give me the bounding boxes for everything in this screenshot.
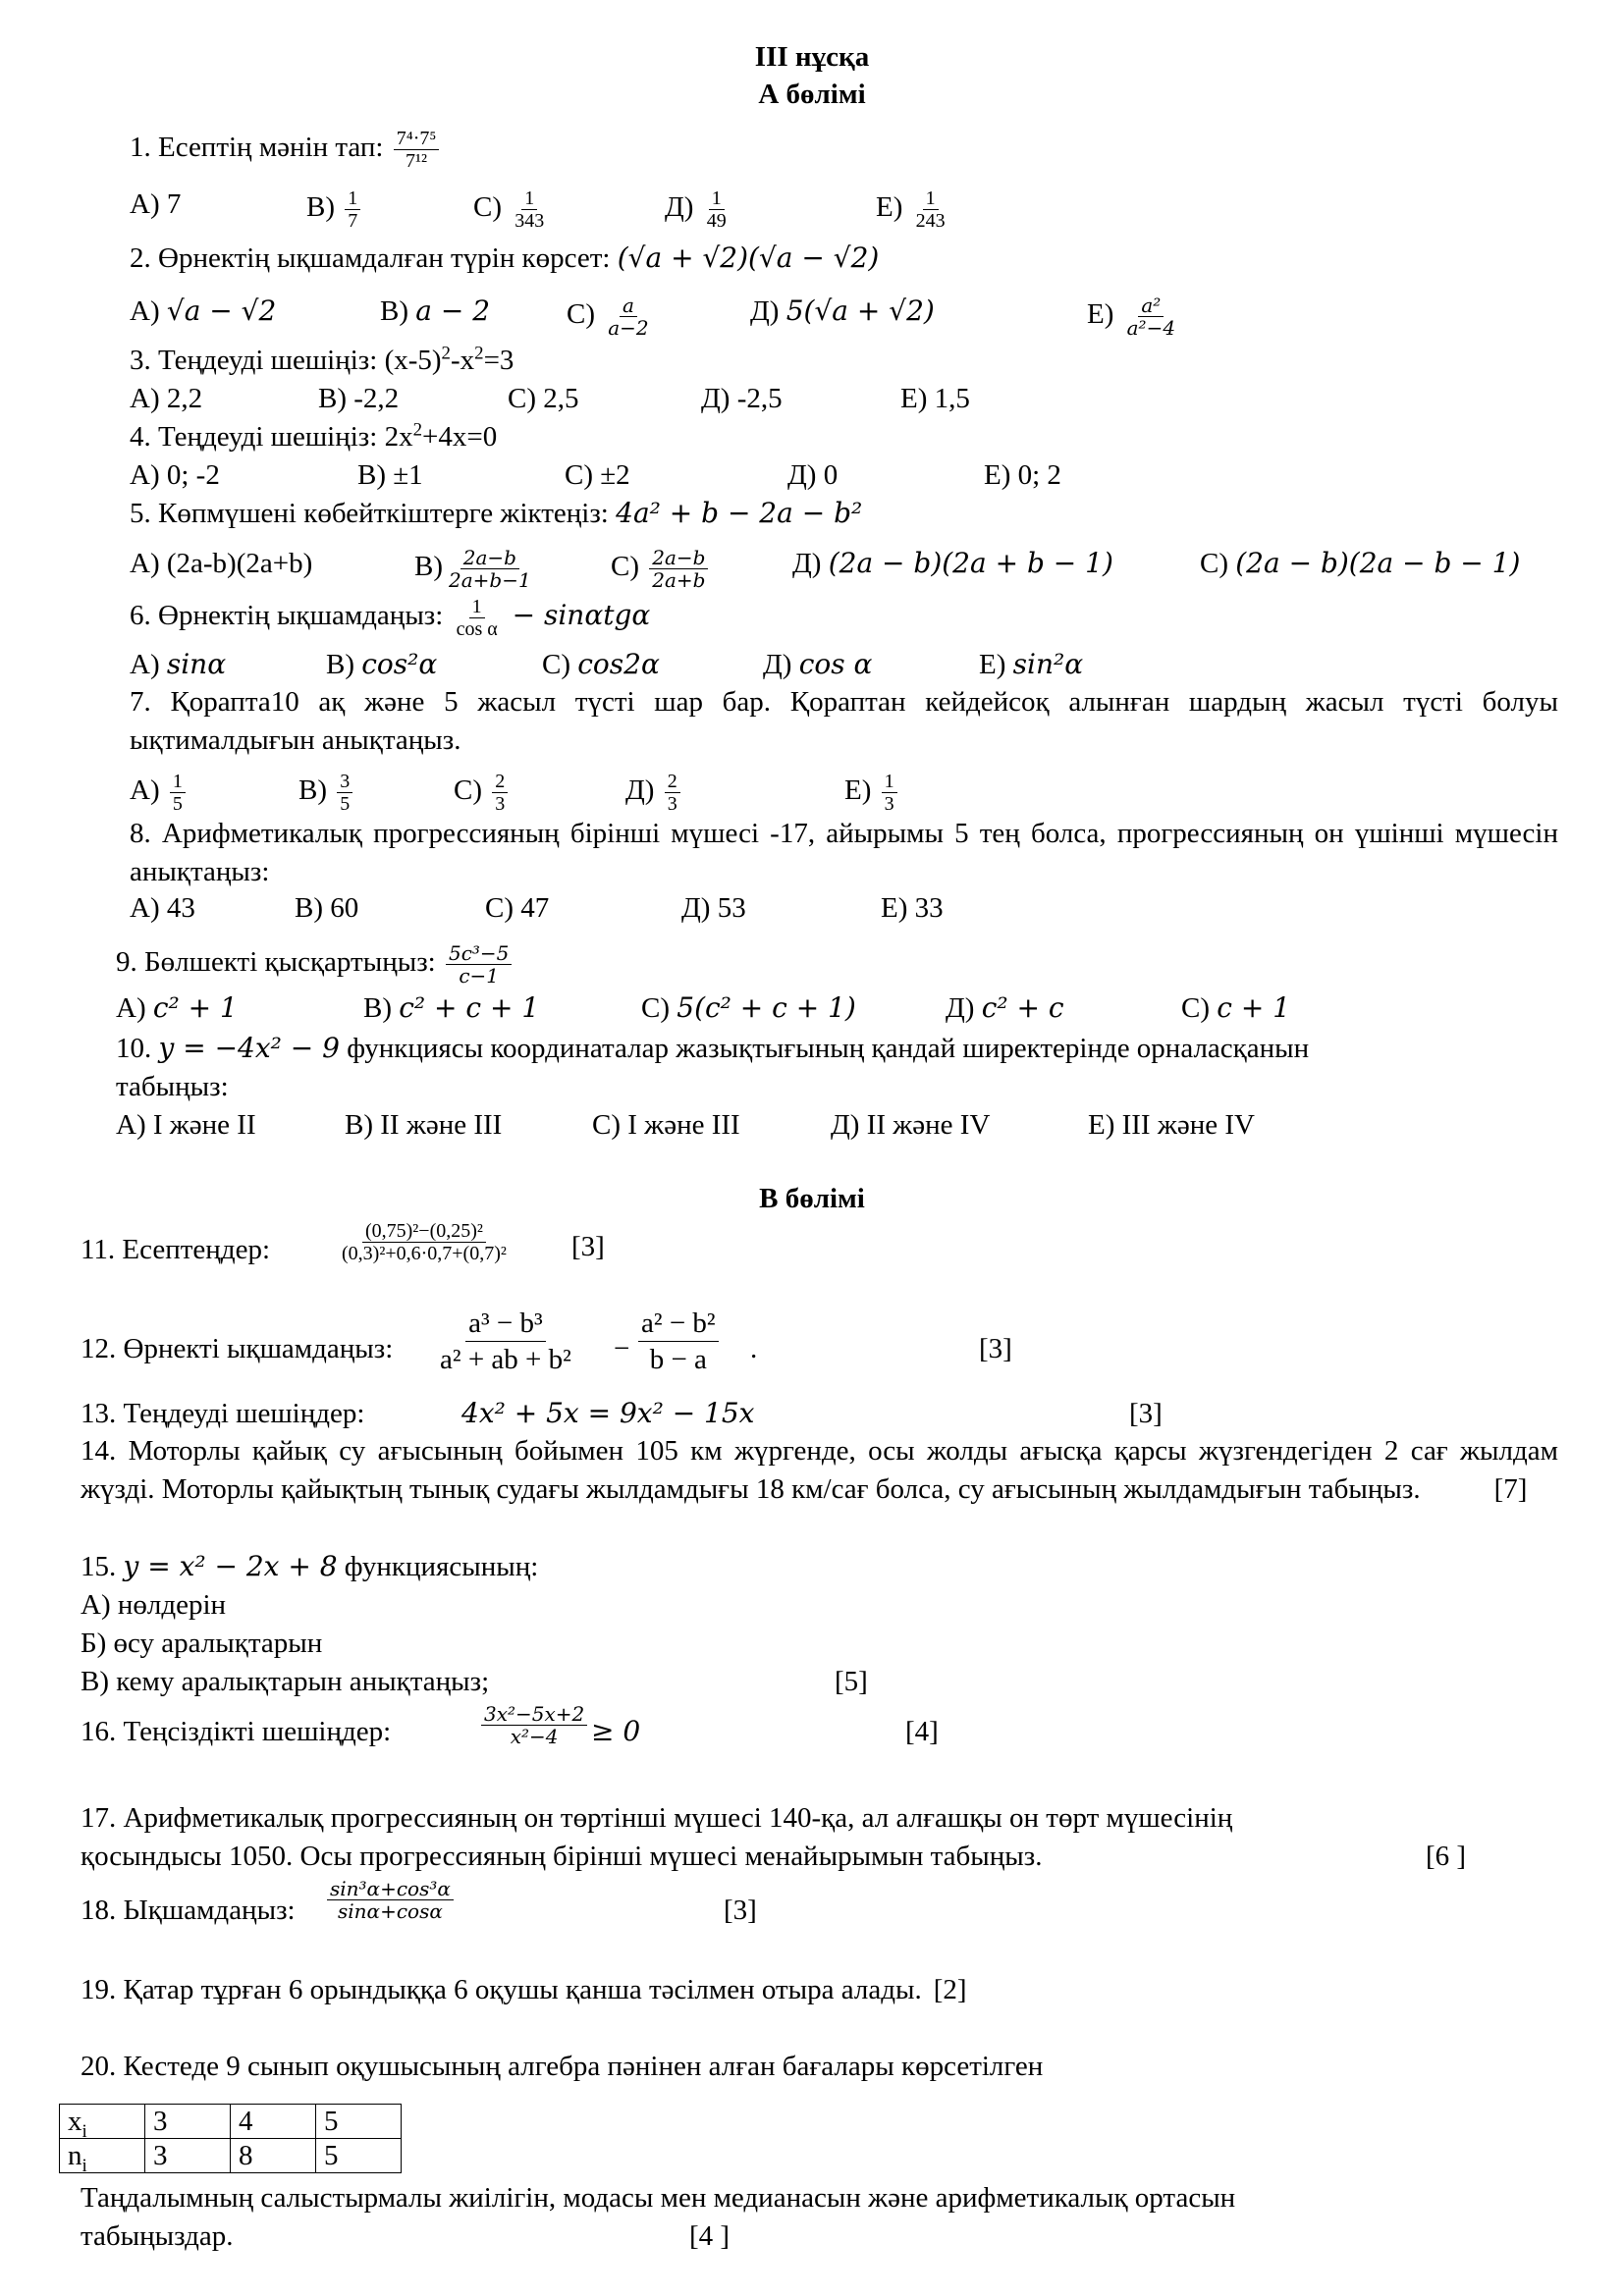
q10-stem: 10. y = −4x² − 9 функциясы координаталар жазықтығының қандай ширектерінде орналасқанын: [116, 1032, 1310, 1064]
variant-title: III нұсқа: [754, 41, 870, 73]
q8-text: 8. Арифметикалық прогрессияның бірінші мүшесі -17, айырымы 5 тең болса, прогрессияның он үшінші мүшесін анықтаңыз:: [130, 818, 1558, 887]
q1-stem: 1. Есептің мәнін тап: $\frac{\text{7⁴·7⁵}}{\text{7¹²}}$: [130, 128, 442, 172]
section-b-title: В бөлімі: [759, 1183, 865, 1214]
q3-stem: 3. Теңдеуді шешіңіз: $(x-5)^2-x^2=3$: [130, 343, 514, 376]
grades-table: [59, 2104, 402, 2176]
q15-b: Б) өсу аралықтарын: [81, 1628, 323, 1659]
q19: 19. Қатар тұрған 6 орындыққа 6 оқушы қанша тәсілмен отыра алады. [2]: [81, 1974, 967, 2005]
q17-line1: 17. Арифметикалық прогрессияның он төртінші мүшесі 140-қа, ал алғашқы он төрт мүшесінің: [81, 1802, 1233, 1834]
q2-stem: 2. Өрнектің ықшамдалған түрін көрсет: (√a + √2)(√a − √2): [130, 241, 880, 274]
q20-text: 20. Кестеде 9 сынып оқушысының алгебра пәнінен алған бағалары көрсетілген: [81, 2051, 1044, 2082]
q20-line1: Таңдалымның салыстырмалы жиілігін, модасы мен медианасын және арифметикалық ортасын: [81, 2182, 1236, 2214]
q7-text: 7. Қорапта10 ақ және 5 жасыл түсті шар бар. Қораптан кейдейсоқ алынған шардың жасыл түсті болуы ықтималдығын анықтаңыз.: [130, 686, 1558, 756]
q6-stem: 6. Өрнектің ықшамдаңыз: $\frac{1}{\text{cos α}}$ − sinαtgα: [130, 596, 651, 640]
q15-c: В) кему аралықтарын анықтаңыз; [5]: [81, 1666, 868, 1697]
q20-line2: табыңыздар. [4 ]: [81, 2220, 731, 2252]
q10-stem-2: табыңыз:: [116, 1071, 229, 1102]
q15-stem: 15. y = x² − 2x + 8 функциясының:: [81, 1550, 539, 1582]
q17-line2: қосындысы 1050. Осы прогрессияның бірінші мүшесі менайырымын табыңыз. [6 ]: [81, 1841, 1467, 1872]
q9-stem: 9. Бөлшекті қысқартыңыз: $\frac{\text{5c³−5}}{c-1}$: [116, 942, 514, 987]
table-row: $x_i$ 3 4 5: [60, 2105, 402, 2139]
q14-text: 14. Моторлы қайық су ағысының бойымен 105 км жүргенде, осы жолды ағысқа қарсы жүзгендегіден 2 сағ жылдам жүзді. Моторлы қайықтың тынық судағы жылдамдығы 18 км/сағ болса, су ағысының жылдамдығын табыңыз. [7]: [81, 1435, 1558, 1505]
q14-points: [7]: [1493, 1473, 1528, 1505]
q15-a: А) нөлдерін: [81, 1589, 227, 1621]
q4-stem: 4. Теңдеуді шешіңіз: $2x^2+4x=0$: [130, 419, 498, 453]
section-a-title: А бөлімі: [758, 79, 866, 110]
q5-stem: 5. Көпмүшені көбейткіштерге жіктеңіз: 4a² + b − 2a − b²: [130, 497, 863, 529]
table-row: $n_i$ 3 8 5: [60, 2139, 402, 2173]
